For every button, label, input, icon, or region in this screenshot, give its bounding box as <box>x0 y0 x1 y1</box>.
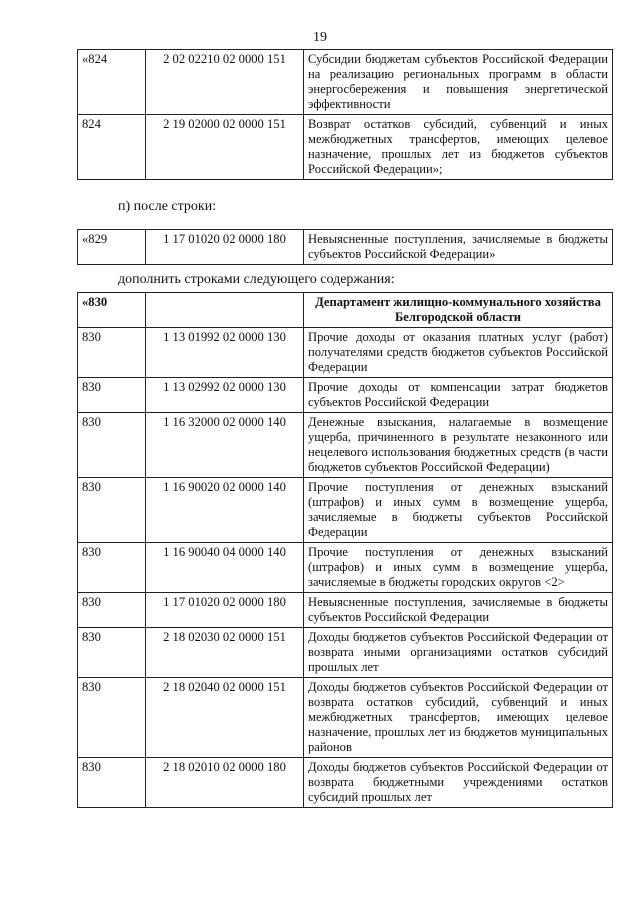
admin-code-cell: 830 <box>78 678 146 758</box>
description-cell: Прочие поступления от денежных взысканий (штрафов) и иных сумм в возмещение ущерба, зачисляемые в бюджеты городских округов <2> <box>304 543 613 593</box>
paragraph-after-row: п) после строки: <box>118 199 217 214</box>
budget-code-cell: 1 13 01992 02 0000 130 <box>146 328 304 378</box>
table-row <box>78 378 613 413</box>
admin-code-cell: «830 <box>78 293 146 328</box>
paragraph-add-rows: дополнить строками следующего содержания: <box>118 272 395 287</box>
description-cell: Прочие доходы от компенсации затрат бюджетов субъектов Российской Федерации <box>304 378 613 413</box>
table-row <box>78 230 613 265</box>
description-cell: Прочие доходы от оказания платных услуг (работ) получателями средств бюджетов субъектов Российской Федерации <box>304 328 613 378</box>
budget-code-cell: 1 16 32000 02 0000 140 <box>146 413 304 478</box>
table-header-row <box>78 293 613 328</box>
table-row <box>78 328 613 378</box>
description-cell: Прочие поступления от денежных взысканий (штрафов) и иных сумм в возмещение ущерба, зачисляемые в бюджеты субъектов Российской Федерации <box>304 478 613 543</box>
admin-code-cell: 830 <box>78 593 146 628</box>
table-row <box>78 628 613 678</box>
budget-code-cell: 2 18 02040 02 0000 151 <box>146 678 304 758</box>
budget-code-cell: 2 19 02000 02 0000 151 <box>146 115 304 180</box>
description-cell: Доходы бюджетов субъектов Российской Федерации от возврата остатков субсидий, субвенций и иных межбюджетных трансфертов, имеющих целевое назначение, прошлых лет из бюджетов муниципальных районов <box>304 678 613 758</box>
admin-code-cell: 824 <box>78 115 146 180</box>
table-row <box>78 543 613 593</box>
table-row <box>78 413 613 478</box>
admin-code-cell: 830 <box>78 758 146 808</box>
budget-code-cell <box>146 293 304 328</box>
admin-code-cell: 830 <box>78 543 146 593</box>
description-cell: Возврат остатков субсидий, субвенций и иных межбюджетных трансфертов, имеющих целевое назначение, прошлых лет из бюджетов субъектов Российской Федерации»; <box>304 115 613 180</box>
table-row <box>78 678 613 758</box>
budget-code-cell: 1 16 90020 02 0000 140 <box>146 478 304 543</box>
admin-code-cell: 830 <box>78 413 146 478</box>
admin-code-cell: 830 <box>78 378 146 413</box>
table-row <box>78 478 613 543</box>
admin-code-cell: 830 <box>78 628 146 678</box>
budget-code-cell: 2 18 02030 02 0000 151 <box>146 628 304 678</box>
admin-code-cell: 830 <box>78 328 146 378</box>
description-cell: Денежные взыскания, налагаемые в возмещение ущерба, причиненного в результате незаконного или нецелевого использования бюджетных средств (в части бюджетов субъектов Российской Федерации) <box>304 413 613 478</box>
income-codes-table-2 <box>77 229 613 265</box>
budget-code-cell: 1 13 02992 02 0000 130 <box>146 378 304 413</box>
table-row <box>78 50 613 115</box>
description-cell: Невыясненные поступления, зачисляемые в бюджеты субъектов Российской Федерации» <box>304 230 613 265</box>
income-codes-table-3 <box>77 292 613 808</box>
table-row <box>78 115 613 180</box>
department-title-cell: Департамент жилищно-коммунального хозяйства Белгородской области <box>304 293 613 328</box>
description-cell: Невыясненные поступления, зачисляемые в бюджеты субъектов Российской Федерации <box>304 593 613 628</box>
budget-code-cell: 2 18 02010 02 0000 180 <box>146 758 304 808</box>
description-cell: Доходы бюджетов субъектов Российской Федерации от возврата иными организациями остатков субсидий прошлых лет <box>304 628 613 678</box>
admin-code-cell: 830 <box>78 478 146 543</box>
admin-code-cell: «829 <box>78 230 146 265</box>
description-cell: Доходы бюджетов субъектов Российской Федерации от возврата бюджетными учреждениями остатков субсидий прошлых лет <box>304 758 613 808</box>
admin-code-cell: «824 <box>78 50 146 115</box>
income-codes-table-1 <box>77 49 613 180</box>
budget-code-cell: 1 17 01020 02 0000 180 <box>146 230 304 265</box>
budget-code-cell: 1 16 90040 04 0000 140 <box>146 543 304 593</box>
budget-code-cell: 2 02 02210 02 0000 151 <box>146 50 304 115</box>
table-row <box>78 593 613 628</box>
budget-code-cell: 1 17 01020 02 0000 180 <box>146 593 304 628</box>
page-number: 19 <box>313 30 327 45</box>
table-row <box>78 758 613 808</box>
description-cell: Субсидии бюджетам субъектов Российской Федерации на реализацию региональных программ в области энергосбережения и повышения энергетической эффективности <box>304 50 613 115</box>
